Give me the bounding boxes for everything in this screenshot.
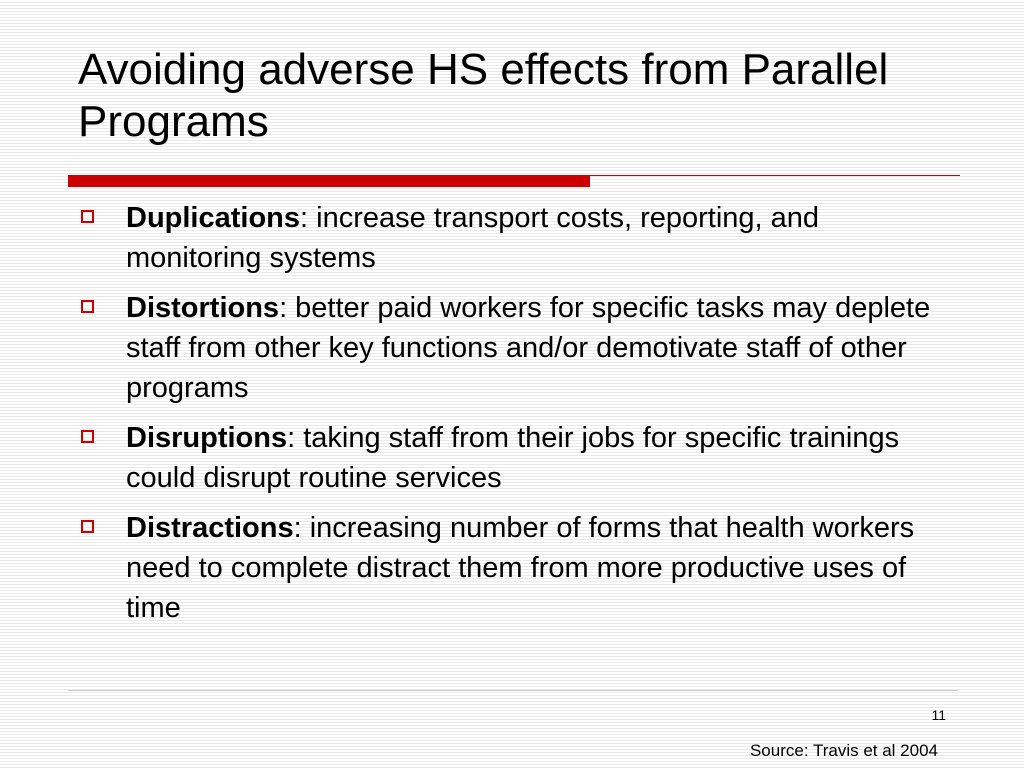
bullet-text: : taking staff from their jobs for specific trainings could disrupt routine services xyxy=(126,422,900,494)
bullet-list xyxy=(78,198,958,638)
bullet-text: : increasing number of forms that health workers need to complete distract them from more productive uses of time xyxy=(126,512,915,624)
slide-number: 11 xyxy=(931,707,946,723)
bullet-item-duplications xyxy=(78,198,958,278)
bullet-term: Duplications xyxy=(126,202,301,234)
bullet-text: : increase transport costs, reporting, and monitoring systems xyxy=(126,202,820,274)
square-bullet-icon xyxy=(81,210,94,223)
bullet-item-distortions xyxy=(78,288,958,408)
bullet-term: Disruptions xyxy=(126,422,288,454)
footer-divider xyxy=(68,690,958,691)
square-bullet-icon xyxy=(81,430,94,443)
bullet-text: : better paid workers for specific tasks may deplete staff from other key functions and/or demotivate staff of other programs xyxy=(126,292,931,404)
bullet-term: Distortions xyxy=(126,292,280,324)
square-bullet-icon xyxy=(81,520,94,533)
square-bullet-icon xyxy=(81,300,94,313)
bullet-term: Distractions xyxy=(126,512,294,544)
slide-title: Avoiding adverse HS effects from Parallel Programs xyxy=(78,45,889,146)
bullet-item-disruptions xyxy=(78,418,958,498)
title-underline-thick xyxy=(68,175,590,187)
source-note: Source: Travis et al 2004 xyxy=(749,741,938,760)
bullet-item-distractions xyxy=(78,508,958,628)
